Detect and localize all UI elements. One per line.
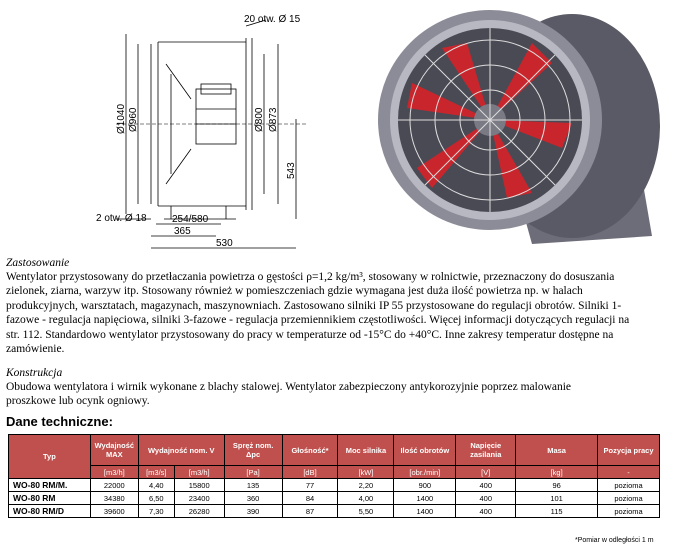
table-heading: Dane techniczne: xyxy=(6,414,113,429)
header-obroty: Ilość obrotów xyxy=(394,435,456,466)
header-napiecie: Napięcie zasilania xyxy=(456,435,516,466)
footnote: *Pomiar w odległości 1 m xyxy=(575,537,654,544)
unit-cell: [obr./min] xyxy=(394,466,456,479)
data-cell: 87 xyxy=(282,505,338,518)
zastosowanie-line: produkcyjnych, warsztatach, magazynach, maszynowniach. Zastosowano silniki IP 55 przystosowane do regulacji obrotów. Silniki 1- xyxy=(6,299,622,312)
holes-top-label: 20 otw. Ø 15 xyxy=(244,14,301,25)
zastosowanie-line: zamówienie. xyxy=(6,343,65,356)
zastosowanie-line: str. 112. Standardowo wentylator przystosowany do pracy w temperaturze od -15°C do +40°C. Inne zakresy temperatur dostępne na xyxy=(6,328,614,341)
data-cell: 5,50 xyxy=(338,505,394,518)
dim-873: Ø873 xyxy=(268,107,279,132)
data-cell: 34380 xyxy=(90,492,138,505)
header-moc: Moc silnika xyxy=(338,435,394,466)
unit-cell: [m3/h] xyxy=(90,466,138,479)
data-cell: 23400 xyxy=(174,492,224,505)
header-typ: Typ xyxy=(9,435,91,479)
type-cell: WO-80 RM xyxy=(9,492,91,505)
zastosowanie-text xyxy=(6,270,658,356)
type-cell: WO-80 RM/D xyxy=(9,505,91,518)
data-cell: 4,00 xyxy=(338,492,394,505)
data-cell: 39600 xyxy=(90,505,138,518)
konstrukcja-line: proszkowe lub ocynk ogniowy. xyxy=(6,395,150,408)
data-cell: 101 xyxy=(516,492,598,505)
dim-800: Ø800 xyxy=(254,107,265,132)
zastosowanie-line: fazowe - regulacja napięciowa, silniki 3-fazowe - regulacja przemiennikiem częstotliwości. Więcej informacji dotyczących regulacji na xyxy=(6,314,630,327)
data-cell: 390 xyxy=(224,505,282,518)
unit-cell: - xyxy=(598,466,660,479)
data-cell: 26280 xyxy=(174,505,224,518)
fan-photo xyxy=(372,8,662,248)
spec-table xyxy=(8,434,660,518)
konstrukcja-title: Konstrukcja xyxy=(6,367,63,379)
data-cell: 22000 xyxy=(90,479,138,492)
data-cell: pozioma xyxy=(598,492,660,505)
data-cell: 135 xyxy=(224,479,282,492)
zastosowanie-line: zielonek, ziarna, warzyw itp. Stosowany również w pomieszczeniach gdzie wymagana jest duża ilość powietrza np. w halach xyxy=(6,285,583,298)
header-pozycja: Pozycja pracy xyxy=(598,435,660,466)
zastosowanie-title: Zastosowanie xyxy=(6,257,70,269)
header-sprez: Spręż nom. Δpc xyxy=(224,435,282,466)
header-glosnosc: Głośność* xyxy=(282,435,338,466)
dim-960: Ø960 xyxy=(128,107,139,132)
type-cell: WO-80 RM/M. xyxy=(9,479,91,492)
konstrukcja-line: Obudowa wentylatora i wirnik wykonane z blachy stalowej. Wentylator zabezpieczony antykorozyjnie poprzez malowanie xyxy=(6,381,572,393)
data-cell: 900 xyxy=(394,479,456,492)
unit-cell: [kW] xyxy=(338,466,394,479)
technical-drawing xyxy=(96,14,326,254)
data-cell: 84 xyxy=(282,492,338,505)
table-row xyxy=(9,505,660,518)
data-cell: pozioma xyxy=(598,479,660,492)
unit-cell: [dB] xyxy=(282,466,338,479)
dim-543: 543 xyxy=(286,162,297,179)
data-cell: 400 xyxy=(456,492,516,505)
dim-1040: Ø1040 xyxy=(116,103,127,134)
data-cell: 1400 xyxy=(394,505,456,518)
unit-cell: [Pa] xyxy=(224,466,282,479)
data-cell: 2,20 xyxy=(338,479,394,492)
data-cell: pozioma xyxy=(598,505,660,518)
data-cell: 6,50 xyxy=(138,492,174,505)
unit-cell: [V] xyxy=(456,466,516,479)
header-wydajnosc-nom: Wydajność nom. V xyxy=(138,435,224,466)
data-cell: 360 xyxy=(224,492,282,505)
dim-530: 530 xyxy=(216,238,233,249)
data-cell: 400 xyxy=(456,479,516,492)
zastosowanie-line: Wentylator przystosowany do przetłaczania powietrza o gęstości ρ=1,2 kg/m³, stosowany w rolnictwie, przeznaczony do dosuszania xyxy=(6,271,615,283)
unit-cell: [kg] xyxy=(516,466,598,479)
data-cell: 4,40 xyxy=(138,479,174,492)
data-cell: 7,30 xyxy=(138,505,174,518)
data-cell: 96 xyxy=(516,479,598,492)
unit-cell: [m3/h] xyxy=(174,466,224,479)
header-wydajnosc-max: Wydajność MAX xyxy=(90,435,138,466)
header-masa: Masa xyxy=(516,435,598,466)
unit-cell: [m3/s] xyxy=(138,466,174,479)
table-row xyxy=(9,492,660,505)
data-cell: 115 xyxy=(516,505,598,518)
data-cell: 400 xyxy=(456,505,516,518)
data-cell: 1400 xyxy=(394,492,456,505)
holes-bottom-label: 2 otw. Ø 18 xyxy=(96,213,147,224)
data-cell: 15800 xyxy=(174,479,224,492)
konstrukcja-text xyxy=(6,380,658,409)
data-cell: 77 xyxy=(282,479,338,492)
dim-254-580: 254/580 xyxy=(172,214,209,225)
table-row xyxy=(9,479,660,492)
dim-365: 365 xyxy=(174,226,191,237)
